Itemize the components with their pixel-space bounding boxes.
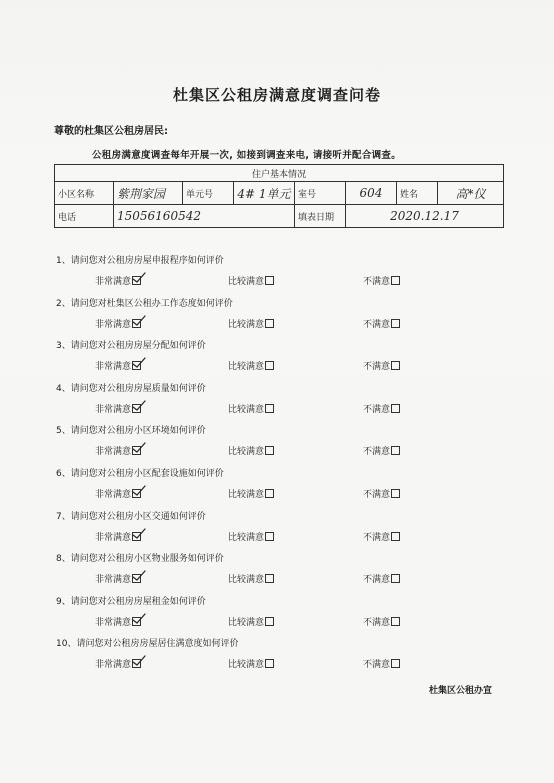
checkbox[interactable]: [265, 319, 274, 328]
checkbox[interactable]: [391, 617, 400, 626]
phone-label: 电话: [55, 205, 114, 228]
option-not[interactable]: [363, 530, 400, 543]
room-label: 室号: [295, 182, 346, 205]
option-very[interactable]: [95, 572, 141, 585]
option-label: 比较满意: [228, 617, 265, 628]
option-label: 非常满意: [95, 617, 132, 628]
option-very[interactable]: [95, 444, 141, 457]
option-label: 比较满意: [228, 447, 265, 458]
date-value[interactable]: 2020.12.17: [346, 205, 504, 228]
checkbox[interactable]: [132, 489, 141, 498]
option-label: 非常满意: [95, 277, 132, 287]
checkbox[interactable]: [265, 617, 274, 626]
name-value[interactable]: 高*仪: [438, 182, 504, 205]
checkmark-icon: [132, 272, 146, 284]
checkbox[interactable]: [132, 574, 141, 583]
option-not[interactable]: [363, 657, 400, 670]
option-label: 不满意: [363, 575, 391, 586]
option-label: 不满意: [363, 447, 391, 458]
checkbox[interactable]: [132, 617, 141, 626]
option-label: 比较满意: [228, 362, 265, 373]
option-not[interactable]: [363, 615, 400, 628]
option-very[interactable]: [95, 274, 141, 287]
unit-value[interactable]: 4# 1单元: [234, 182, 295, 205]
checkmark-icon: [132, 570, 146, 582]
option-not[interactable]: [363, 317, 400, 330]
option-label: 不满意: [363, 362, 391, 373]
checkbox[interactable]: [391, 659, 400, 668]
option-not[interactable]: [363, 359, 400, 372]
option-very[interactable]: [95, 615, 141, 628]
checkbox[interactable]: [132, 319, 141, 328]
question-text: 6、请问您对公租房小区配套设施如何评价: [56, 469, 224, 479]
option-label: 比较满意: [228, 319, 265, 330]
option-label: 比较满意: [228, 404, 265, 415]
option-fairly[interactable]: [228, 317, 274, 330]
option-label: 非常满意: [95, 362, 132, 373]
option-label: 不满意: [363, 319, 391, 330]
issuer-signature: 杜集区公租办宣: [428, 686, 492, 696]
checkbox[interactable]: [132, 659, 141, 668]
option-fairly[interactable]: [228, 359, 274, 372]
name-label: 姓名: [397, 182, 438, 205]
checkbox[interactable]: [265, 446, 274, 455]
option-label: 不满意: [363, 490, 391, 500]
checkbox[interactable]: [132, 361, 141, 370]
checkmark-icon: [132, 655, 146, 667]
room-value[interactable]: 604: [346, 182, 397, 205]
checkbox[interactable]: [265, 489, 274, 498]
checkbox[interactable]: [391, 319, 400, 328]
info-table-header: 住户基本情况: [55, 165, 504, 182]
page-title: 杜集区公租房满意度调查问卷: [172, 86, 381, 104]
checkbox[interactable]: [132, 276, 141, 285]
option-label: 不满意: [363, 617, 391, 628]
date-label: 填表日期: [295, 205, 346, 228]
checkmark-icon: [132, 400, 146, 412]
option-not[interactable]: [363, 274, 400, 287]
checkmark-icon: [132, 485, 146, 497]
unit-label: 单元号: [183, 182, 234, 205]
checkbox[interactable]: [391, 276, 400, 285]
checkbox[interactable]: [265, 276, 274, 285]
option-fairly[interactable]: [228, 572, 274, 585]
option-very[interactable]: [95, 317, 141, 330]
checkbox[interactable]: [391, 404, 400, 413]
option-label: 比较满意: [228, 532, 265, 543]
option-fairly[interactable]: [228, 530, 274, 543]
option-not[interactable]: [363, 572, 400, 585]
option-label: 非常满意: [95, 490, 132, 500]
option-label: 非常满意: [95, 319, 132, 330]
intro-text: 公租房满意度调查每年开展一次, 如接到调查来电, 请接听并配合调查。: [92, 150, 402, 161]
option-label: 比较满意: [228, 277, 265, 287]
option-very[interactable]: [95, 487, 141, 500]
question-text: 4、请问您对公租房房屋质量如何评价: [56, 383, 206, 394]
question-text: 7、请问您对公租房小区交通如何评价: [56, 511, 206, 522]
checkbox[interactable]: [132, 446, 141, 455]
option-label: 非常满意: [95, 404, 132, 415]
option-not[interactable]: [363, 487, 400, 500]
checkmark-icon: [132, 315, 146, 327]
option-not[interactable]: [363, 444, 400, 457]
checkbox[interactable]: [265, 361, 274, 370]
checkmark-icon: [132, 613, 146, 625]
community-label: 小区名称: [55, 182, 114, 205]
question-text: 5、请问您对公租房小区环境如何评价: [56, 426, 206, 437]
option-very[interactable]: [95, 530, 141, 543]
option-label: 不满意: [363, 532, 391, 543]
option-fairly[interactable]: [228, 615, 274, 628]
option-label: 非常满意: [95, 660, 132, 671]
checkbox[interactable]: [391, 489, 400, 498]
option-label: 不满意: [363, 277, 391, 287]
question-text: 2、请问您对杜集区公租办工作态度如何评价: [56, 298, 233, 309]
phone-value[interactable]: 15056160542: [114, 205, 295, 228]
option-fairly[interactable]: [228, 444, 274, 457]
option-fairly[interactable]: [228, 402, 274, 415]
checkbox[interactable]: [391, 532, 400, 541]
question-text: 1、请问您对公租房房屋申报程序如何评价: [56, 256, 224, 266]
question-text: 8、请问您对公租房小区物业服务如何评价: [56, 554, 224, 565]
option-label: 比较满意: [228, 660, 265, 671]
option-very[interactable]: [95, 402, 141, 415]
checkbox[interactable]: [265, 404, 274, 413]
community-value[interactable]: 紫荆家园: [114, 182, 183, 205]
option-fairly[interactable]: [228, 657, 274, 670]
option-fairly[interactable]: [228, 274, 274, 287]
checkbox[interactable]: [391, 361, 400, 370]
option-very[interactable]: [95, 359, 141, 372]
option-not[interactable]: [363, 402, 400, 415]
option-label: 非常满意: [95, 447, 132, 458]
checkbox[interactable]: [265, 532, 274, 541]
option-label: 非常满意: [95, 532, 132, 543]
checkbox[interactable]: [391, 446, 400, 455]
checkbox[interactable]: [132, 404, 141, 413]
option-fairly[interactable]: [228, 487, 274, 500]
option-label: 比较满意: [228, 575, 265, 586]
option-label: 非常满意: [95, 575, 132, 586]
option-label: 比较满意: [228, 490, 265, 500]
option-very[interactable]: [95, 657, 141, 670]
greeting: 尊敬的杜集区公租房居民:: [54, 126, 168, 137]
resident-info-table: [54, 164, 504, 228]
option-label: 不满意: [363, 660, 391, 671]
question-text: 10、请问您对公租房房屋居住满意度如何评价: [56, 639, 239, 650]
option-label: 不满意: [363, 404, 391, 415]
checkmark-icon: [132, 528, 146, 540]
checkbox[interactable]: [265, 659, 274, 668]
checkbox[interactable]: [132, 532, 141, 541]
checkmark-icon: [132, 357, 146, 369]
checkmark-icon: [132, 442, 146, 454]
question-text: 3、请问您对公租房房屋分配如何评价: [56, 341, 206, 352]
question-text: 9、请问您对公租房房屋租金如何评价: [56, 596, 206, 607]
checkbox[interactable]: [391, 574, 400, 583]
checkbox[interactable]: [265, 574, 274, 583]
